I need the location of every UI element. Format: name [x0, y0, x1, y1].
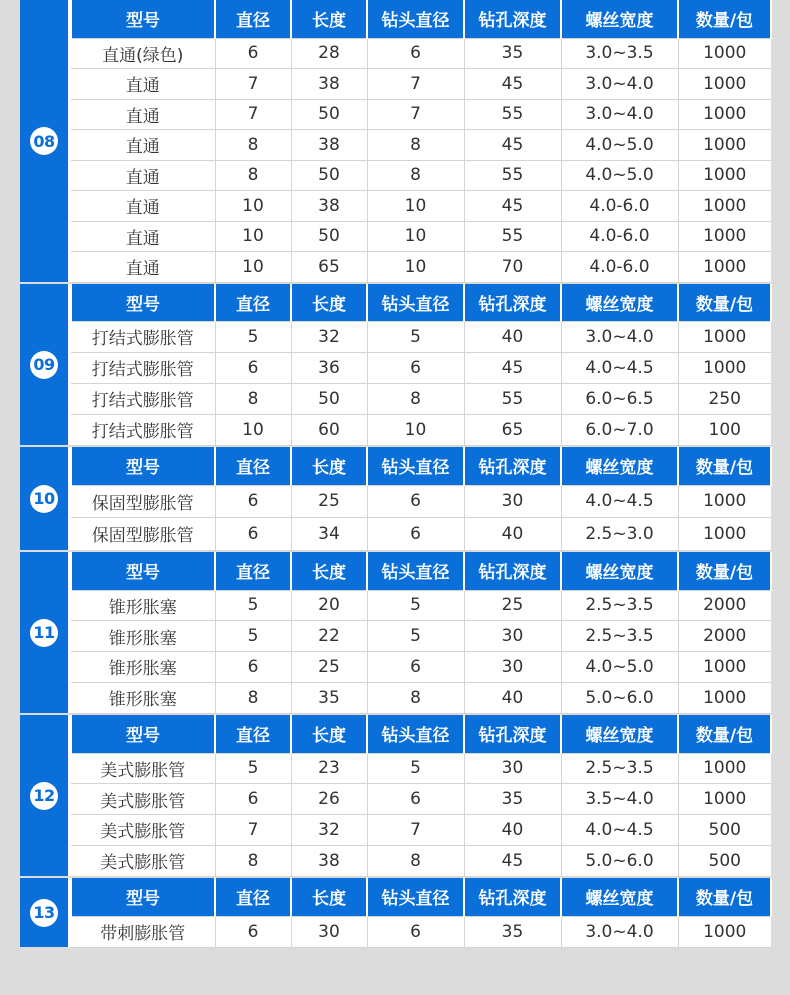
- cell-length: 26: [291, 784, 367, 815]
- cell-length: 32: [291, 321, 367, 352]
- cell-qty-per-pack: 1000: [678, 352, 771, 383]
- header-qty-per-pack: 数量/包: [678, 878, 771, 916]
- cell-diameter: 6: [215, 652, 291, 683]
- cell-drill-depth: 30: [464, 652, 561, 683]
- cell-drill-depth: 55: [464, 160, 561, 191]
- table-row: [71, 485, 771, 518]
- cell-drill-depth: 35: [464, 784, 561, 815]
- cell-diameter: 10: [215, 252, 291, 283]
- cell-drill-diameter: 6: [367, 352, 464, 383]
- cell-model: 直通: [71, 130, 215, 161]
- cell-screw-width: 3.0~4.0: [561, 69, 678, 100]
- cell-model: 美式膨胀管: [71, 815, 215, 846]
- cell-screw-width: 4.0-6.0: [561, 221, 678, 252]
- spec-table: [70, 552, 772, 714]
- header-screw-width: 螺丝宽度: [561, 0, 678, 38]
- table-header-row: [71, 715, 771, 753]
- table-row: [71, 590, 771, 621]
- cell-model: 美式膨胀管: [71, 845, 215, 876]
- cell-length: 28: [291, 38, 367, 69]
- cell-qty-per-pack: 2000: [678, 590, 771, 621]
- cell-diameter: 6: [215, 38, 291, 69]
- cell-screw-width: 5.0~6.0: [561, 682, 678, 713]
- cell-length: 38: [291, 191, 367, 222]
- header-length: 长度: [291, 715, 367, 753]
- cell-qty-per-pack: 1000: [678, 252, 771, 283]
- spec-table: [70, 284, 772, 446]
- header-screw-width: 螺丝宽度: [561, 552, 678, 590]
- section-number-badge: 13: [30, 899, 58, 927]
- cell-drill-diameter: 10: [367, 252, 464, 283]
- cell-drill-depth: 35: [464, 38, 561, 69]
- cell-drill-diameter: 7: [367, 69, 464, 100]
- cell-model: 直通: [71, 221, 215, 252]
- header-drill-depth: 钻孔深度: [464, 878, 561, 916]
- cell-drill-depth: 25: [464, 590, 561, 621]
- cell-diameter: 5: [215, 590, 291, 621]
- cell-model: 打结式膨胀管: [71, 321, 215, 352]
- cell-length: 25: [291, 652, 367, 683]
- header-diameter: 直径: [215, 0, 291, 38]
- cell-qty-per-pack: 1000: [678, 916, 771, 947]
- table-row: [71, 191, 771, 222]
- header-drill-diameter: 钻头直径: [367, 0, 464, 38]
- spec-table: [70, 715, 772, 877]
- header-model: 型号: [71, 552, 215, 590]
- cell-diameter: 7: [215, 69, 291, 100]
- header-drill-diameter: 钻头直径: [367, 715, 464, 753]
- cell-model: 打结式膨胀管: [71, 352, 215, 383]
- table-header-row: [71, 0, 771, 38]
- section-sidebar: [20, 552, 68, 713]
- cell-qty-per-pack: 100: [678, 414, 771, 445]
- table-row: [71, 38, 771, 69]
- table-row: [71, 252, 771, 283]
- cell-model: 带刺膨胀管: [71, 916, 215, 947]
- cell-length: 38: [291, 69, 367, 100]
- cell-drill-depth: 35: [464, 916, 561, 947]
- section-sidebar: [20, 447, 68, 550]
- cell-model: 直通: [71, 191, 215, 222]
- header-drill-depth: 钻孔深度: [464, 447, 561, 485]
- cell-diameter: 8: [215, 130, 291, 161]
- cell-screw-width: 4.0~4.5: [561, 485, 678, 518]
- header-model: 型号: [71, 715, 215, 753]
- section-number-badge: 12: [30, 782, 58, 810]
- cell-qty-per-pack: 1000: [678, 160, 771, 191]
- cell-model: 保固型膨胀管: [71, 518, 215, 551]
- section-number-badge: 11: [30, 619, 58, 647]
- cell-model: 打结式膨胀管: [71, 383, 215, 414]
- cell-length: 22: [291, 621, 367, 652]
- cell-screw-width: 4.0~5.0: [561, 652, 678, 683]
- cell-qty-per-pack: 1000: [678, 191, 771, 222]
- cell-model: 直通: [71, 160, 215, 191]
- header-drill-diameter: 钻头直径: [367, 447, 464, 485]
- cell-diameter: 6: [215, 784, 291, 815]
- table-row: [71, 352, 771, 383]
- cell-screw-width: 4.0~5.0: [561, 130, 678, 161]
- cell-screw-width: 4.0~5.0: [561, 160, 678, 191]
- cell-length: 50: [291, 99, 367, 130]
- cell-qty-per-pack: 500: [678, 845, 771, 876]
- cell-qty-per-pack: 2000: [678, 621, 771, 652]
- header-drill-diameter: 钻头直径: [367, 552, 464, 590]
- cell-drill-diameter: 5: [367, 321, 464, 352]
- table-row: [71, 321, 771, 352]
- table-row: [71, 518, 771, 551]
- cell-drill-depth: 40: [464, 682, 561, 713]
- cell-length: 36: [291, 352, 367, 383]
- cell-screw-width: 5.0~6.0: [561, 845, 678, 876]
- cell-drill-depth: 30: [464, 753, 561, 784]
- cell-model: 打结式膨胀管: [71, 414, 215, 445]
- cell-drill-depth: 40: [464, 321, 561, 352]
- table-row: [71, 845, 771, 876]
- section-number-badge: 10: [30, 485, 58, 513]
- cell-drill-depth: 55: [464, 383, 561, 414]
- cell-screw-width: 4.0~4.5: [561, 815, 678, 846]
- cell-screw-width: 3.5~4.0: [561, 784, 678, 815]
- table-row: [71, 69, 771, 100]
- header-diameter: 直径: [215, 447, 291, 485]
- cell-model: 直通(绿色): [71, 38, 215, 69]
- header-length: 长度: [291, 552, 367, 590]
- cell-screw-width: 4.0-6.0: [561, 191, 678, 222]
- cell-length: 50: [291, 383, 367, 414]
- spec-table: [70, 0, 772, 283]
- cell-qty-per-pack: 500: [678, 815, 771, 846]
- section-09: [20, 284, 770, 445]
- cell-diameter: 5: [215, 753, 291, 784]
- cell-drill-depth: 55: [464, 99, 561, 130]
- cell-diameter: 8: [215, 383, 291, 414]
- cell-diameter: 7: [215, 815, 291, 846]
- cell-length: 30: [291, 916, 367, 947]
- table-header-row: [71, 447, 771, 485]
- cell-drill-diameter: 8: [367, 160, 464, 191]
- cell-qty-per-pack: 1000: [678, 130, 771, 161]
- cell-drill-diameter: 10: [367, 221, 464, 252]
- cell-diameter: 6: [215, 485, 291, 518]
- header-drill-diameter: 钻头直径: [367, 878, 464, 916]
- section-number-badge: 09: [30, 351, 58, 379]
- cell-screw-width: 4.0-6.0: [561, 252, 678, 283]
- cell-screw-width: 3.0~4.0: [561, 99, 678, 130]
- cell-qty-per-pack: 1000: [678, 485, 771, 518]
- cell-screw-width: 2.5~3.5: [561, 753, 678, 784]
- cell-drill-diameter: 8: [367, 682, 464, 713]
- cell-drill-depth: 30: [464, 621, 561, 652]
- section-sidebar: [20, 878, 68, 947]
- cell-drill-depth: 30: [464, 485, 561, 518]
- cell-drill-depth: 40: [464, 518, 561, 551]
- section-10: [20, 447, 770, 550]
- section-sidebar: [20, 284, 68, 445]
- header-length: 长度: [291, 284, 367, 321]
- header-screw-width: 螺丝宽度: [561, 878, 678, 916]
- cell-screw-width: 3.0~4.0: [561, 916, 678, 947]
- cell-drill-depth: 45: [464, 845, 561, 876]
- cell-drill-depth: 40: [464, 815, 561, 846]
- cell-diameter: 8: [215, 160, 291, 191]
- table-row: [71, 815, 771, 846]
- cell-screw-width: 6.0~7.0: [561, 414, 678, 445]
- cell-screw-width: 2.5~3.5: [561, 621, 678, 652]
- cell-drill-depth: 45: [464, 130, 561, 161]
- header-length: 长度: [291, 0, 367, 38]
- cell-screw-width: 3.0~4.0: [561, 321, 678, 352]
- header-diameter: 直径: [215, 878, 291, 916]
- cell-length: 32: [291, 815, 367, 846]
- table-header-row: [71, 284, 771, 321]
- header-drill-depth: 钻孔深度: [464, 552, 561, 590]
- header-screw-width: 螺丝宽度: [561, 715, 678, 753]
- cell-qty-per-pack: 1000: [678, 221, 771, 252]
- spec-table: [70, 447, 772, 551]
- cell-drill-depth: 55: [464, 221, 561, 252]
- cell-drill-diameter: 5: [367, 621, 464, 652]
- table-row: [71, 916, 771, 947]
- cell-screw-width: 6.0~6.5: [561, 383, 678, 414]
- header-qty-per-pack: 数量/包: [678, 715, 771, 753]
- header-drill-diameter: 钻头直径: [367, 284, 464, 321]
- cell-length: 65: [291, 252, 367, 283]
- cell-drill-depth: 45: [464, 191, 561, 222]
- cell-diameter: 5: [215, 321, 291, 352]
- header-qty-per-pack: 数量/包: [678, 552, 771, 590]
- cell-drill-diameter: 7: [367, 815, 464, 846]
- table-row: [71, 383, 771, 414]
- section-number-badge: 08: [30, 127, 58, 155]
- cell-drill-diameter: 7: [367, 99, 464, 130]
- cell-drill-diameter: 8: [367, 845, 464, 876]
- cell-qty-per-pack: 1000: [678, 753, 771, 784]
- cell-drill-diameter: 10: [367, 191, 464, 222]
- cell-length: 50: [291, 160, 367, 191]
- cell-qty-per-pack: 250: [678, 383, 771, 414]
- table-row: [71, 414, 771, 445]
- cell-length: 23: [291, 753, 367, 784]
- cell-drill-depth: 70: [464, 252, 561, 283]
- cell-diameter: 10: [215, 414, 291, 445]
- header-qty-per-pack: 数量/包: [678, 447, 771, 485]
- cell-drill-diameter: 6: [367, 518, 464, 551]
- header-length: 长度: [291, 447, 367, 485]
- cell-qty-per-pack: 1000: [678, 321, 771, 352]
- table-row: [71, 753, 771, 784]
- header-model: 型号: [71, 878, 215, 916]
- header-diameter: 直径: [215, 284, 291, 321]
- cell-length: 34: [291, 518, 367, 551]
- table-row: [71, 160, 771, 191]
- header-diameter: 直径: [215, 552, 291, 590]
- table-row: [71, 621, 771, 652]
- cell-drill-diameter: 6: [367, 38, 464, 69]
- table-row: [71, 221, 771, 252]
- cell-drill-depth: 65: [464, 414, 561, 445]
- cell-model: 美式膨胀管: [71, 784, 215, 815]
- cell-drill-diameter: 6: [367, 916, 464, 947]
- cell-model: 美式膨胀管: [71, 753, 215, 784]
- header-qty-per-pack: 数量/包: [678, 0, 771, 38]
- cell-drill-diameter: 6: [367, 784, 464, 815]
- cell-screw-width: 3.0~3.5: [561, 38, 678, 69]
- spec-table: [70, 878, 772, 948]
- section-sidebar: [20, 0, 68, 282]
- cell-diameter: 10: [215, 221, 291, 252]
- cell-length: 60: [291, 414, 367, 445]
- cell-drill-depth: 45: [464, 69, 561, 100]
- table-row: [71, 682, 771, 713]
- table-header-row: [71, 878, 771, 916]
- cell-model: 保固型膨胀管: [71, 485, 215, 518]
- cell-drill-diameter: 10: [367, 414, 464, 445]
- table-header-row: [71, 552, 771, 590]
- cell-diameter: 10: [215, 191, 291, 222]
- cell-drill-diameter: 8: [367, 130, 464, 161]
- cell-length: 25: [291, 485, 367, 518]
- cell-model: 直通: [71, 99, 215, 130]
- table-row: [71, 784, 771, 815]
- header-screw-width: 螺丝宽度: [561, 447, 678, 485]
- cell-qty-per-pack: 1000: [678, 518, 771, 551]
- cell-length: 50: [291, 221, 367, 252]
- table-row: [71, 652, 771, 683]
- header-drill-depth: 钻孔深度: [464, 0, 561, 38]
- cell-diameter: 8: [215, 845, 291, 876]
- cell-diameter: 6: [215, 352, 291, 383]
- cell-drill-depth: 45: [464, 352, 561, 383]
- cell-qty-per-pack: 1000: [678, 682, 771, 713]
- cell-drill-diameter: 6: [367, 652, 464, 683]
- cell-diameter: 6: [215, 518, 291, 551]
- cell-diameter: 5: [215, 621, 291, 652]
- cell-model: 锥形胀塞: [71, 682, 215, 713]
- cell-diameter: 6: [215, 916, 291, 947]
- cell-model: 锥形胀塞: [71, 652, 215, 683]
- table-row: [71, 99, 771, 130]
- cell-model: 直通: [71, 69, 215, 100]
- header-drill-depth: 钻孔深度: [464, 715, 561, 753]
- header-model: 型号: [71, 447, 215, 485]
- cell-drill-diameter: 5: [367, 753, 464, 784]
- section-13: [20, 878, 770, 947]
- cell-length: 38: [291, 845, 367, 876]
- section-08: [20, 0, 770, 282]
- section-11: [20, 552, 770, 713]
- cell-model: 锥形胀塞: [71, 590, 215, 621]
- cell-diameter: 8: [215, 682, 291, 713]
- section-12: [20, 715, 770, 876]
- header-length: 长度: [291, 878, 367, 916]
- cell-length: 38: [291, 130, 367, 161]
- header-model: 型号: [71, 0, 215, 38]
- cell-qty-per-pack: 1000: [678, 69, 771, 100]
- cell-diameter: 7: [215, 99, 291, 130]
- cell-length: 20: [291, 590, 367, 621]
- header-diameter: 直径: [215, 715, 291, 753]
- cell-model: 锥形胀塞: [71, 621, 215, 652]
- header-screw-width: 螺丝宽度: [561, 284, 678, 321]
- section-sidebar: [20, 715, 68, 876]
- cell-qty-per-pack: 1000: [678, 652, 771, 683]
- header-drill-depth: 钻孔深度: [464, 284, 561, 321]
- cell-qty-per-pack: 1000: [678, 38, 771, 69]
- cell-model: 直通: [71, 252, 215, 283]
- cell-drill-diameter: 6: [367, 485, 464, 518]
- cell-drill-diameter: 8: [367, 383, 464, 414]
- cell-screw-width: 2.5~3.5: [561, 590, 678, 621]
- header-qty-per-pack: 数量/包: [678, 284, 771, 321]
- cell-screw-width: 2.5~3.0: [561, 518, 678, 551]
- cell-qty-per-pack: 1000: [678, 784, 771, 815]
- cell-qty-per-pack: 1000: [678, 99, 771, 130]
- header-model: 型号: [71, 284, 215, 321]
- cell-length: 35: [291, 682, 367, 713]
- cell-screw-width: 4.0~4.5: [561, 352, 678, 383]
- table-row: [71, 130, 771, 161]
- cell-drill-diameter: 5: [367, 590, 464, 621]
